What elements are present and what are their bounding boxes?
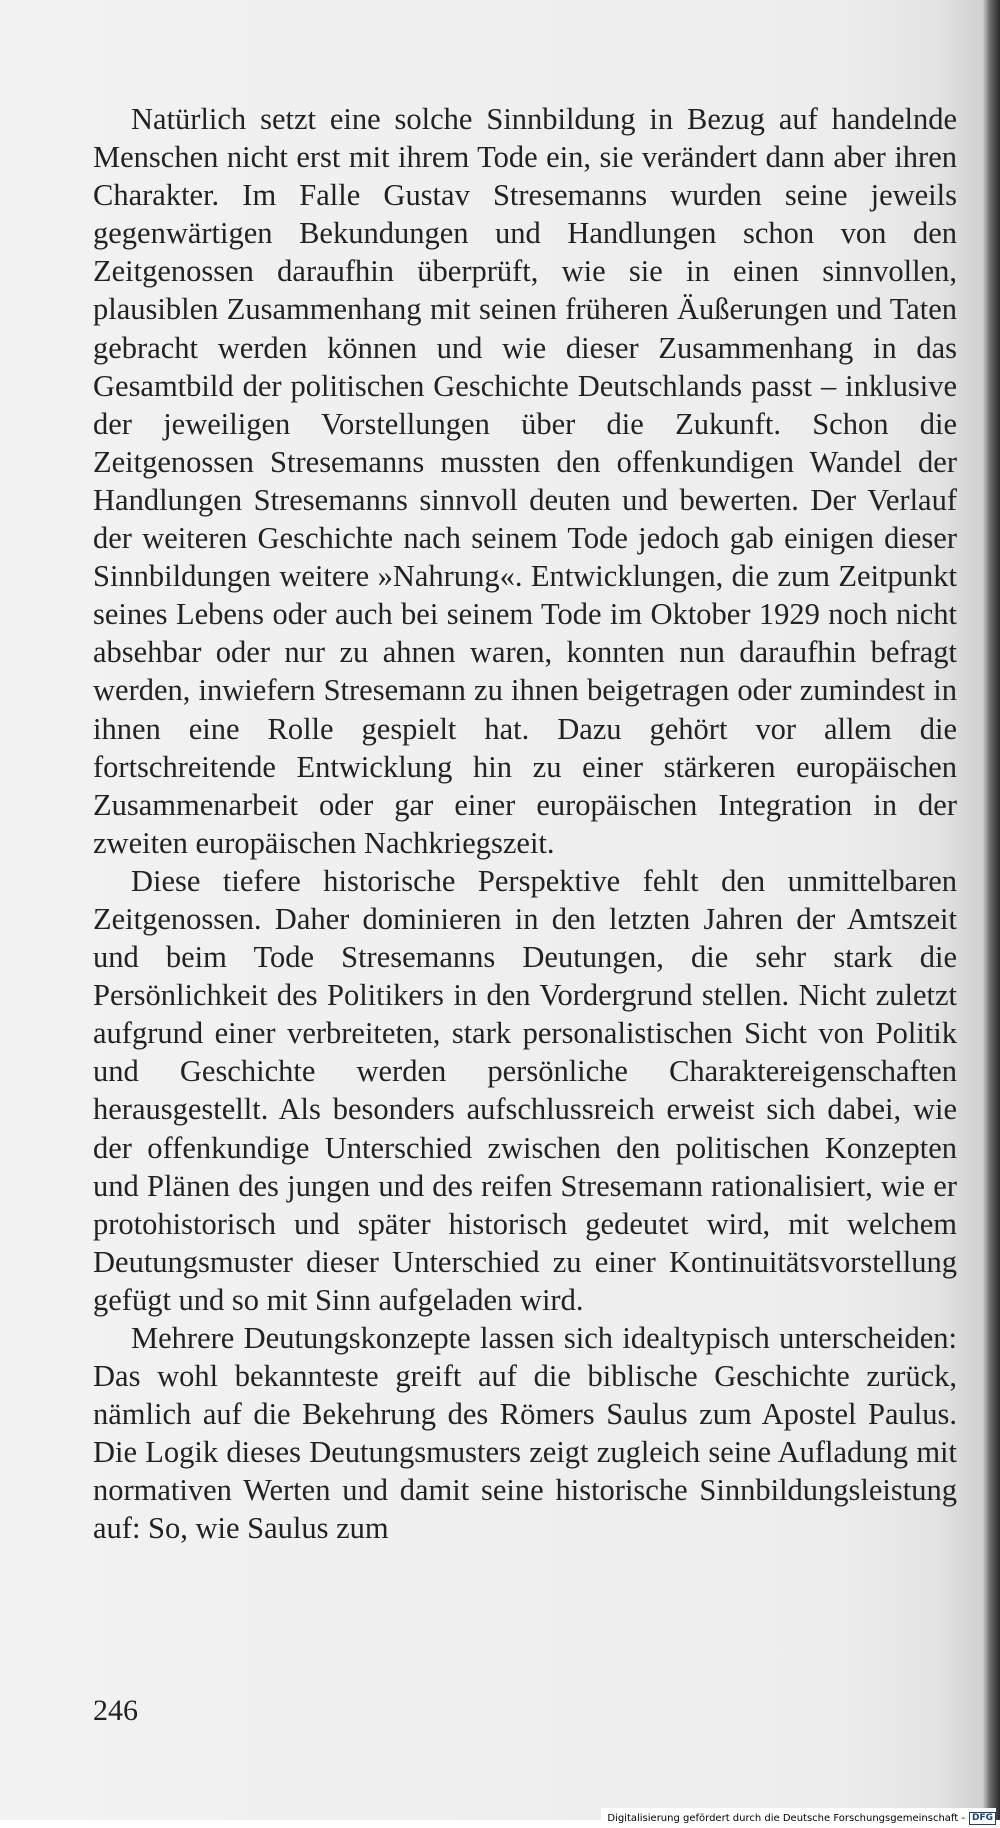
page-number: 246 xyxy=(93,1694,138,1727)
digitization-footer xyxy=(601,1808,996,1828)
body-text xyxy=(93,100,957,1548)
footer-credit-text: Digitalisierung gefördert durch die Deutsche Forschungsgemeinschaft - xyxy=(607,1812,965,1824)
paragraph-3: Mehrere Deutungskonzepte lassen sich idealtypisch unterscheiden: Das wohl bekannteste greift auf die biblische Geschichte zurück, nämlich auf die Bekehrung des Römers Saulus zum Apostel Paulus. Die Logik dieses Deutungsmusters zeigt zugleich seine Aufladung mit normativen Werten und damit seine historische Sinnbildungsleistung auf: So, wie Saulus zum xyxy=(93,1321,957,1546)
paragraph-1: Natürlich setzt eine solche Sinnbildung in Bezug auf handelnde Menschen nicht erst mit ihrem Tode ein, sie verändert dann aber ihren Charakter. Im Falle Gustav Stresemanns wurden seine jeweils gegenwärtigen Bekundungen und Handlungen schon von den Zeitgenossen daraufhin überprüft, wie sie in einen sinnvollen, plausiblen Zusammenhang mit seinen früheren Äußerungen und Taten gebracht werden können und wie dieser Zusammenhang in das Gesamtbild der politischen Geschichte Deutschlands passt – inklusive der jeweiligen Vorstellungen über die Zukunft. Schon die Zeitgenossen Stresemanns mussten den offenkundigen Wandel der Handlungen Stresemanns sinnvoll deuten und bewerten. Der Verlauf der weiteren Geschichte nach seinem Tode jedoch gab einigen dieser Sinnbildungen weitere »Nahrung«. Entwicklungen, die zum Zeitpunkt seines Lebens oder auch bei seinem Tode im Oktober 1929 noch nicht absehbar oder nur zu ahnen waren, konnten nun daraufhin befragt werden, inwiefern Stresemann zu ihnen beigetragen oder zumindest in ihnen eine Rolle gespielt hat. Dazu gehört vor allem die fortschreitende Entwicklung hin zu einer stärkeren europäischen Zusammenarbeit oder gar einer europäischen Integration in der zweiten europäischen Nachkriegszeit. xyxy=(93,102,957,860)
book-gutter-shadow xyxy=(982,0,1000,1820)
paragraph-2: Diese tiefere historische Perspektive fehlt den unmittelbaren Zeitgenossen. Daher dominieren in den letzten Jahren der Amtszeit und beim Tode Stresemanns Deutungen, die sehr stark die Persönlichkeit des Politikers in den Vordergrund stellen. Nicht zuletzt aufgrund einer verbreiteten, stark personalistischen Sicht von Politik und Geschichte werden persönliche Charaktereigenschaften herausgestellt. Als besonders aufschlussreich erweist sich dabei, wie der offenkundige Unterschied zwischen den politischen Konzepten und Plänen des jungen und des reifen Stresemann rationalisiert, wie er protohistorisch und später historisch gedeutet wird, mit welchem Deutungsmuster dieser Unterschied zu einer Kontinuitätsvorstellung gefügt und so mit Sinn aufgeladen wird. xyxy=(93,863,957,1317)
dfg-logo-icon: DFG xyxy=(969,1812,996,1825)
